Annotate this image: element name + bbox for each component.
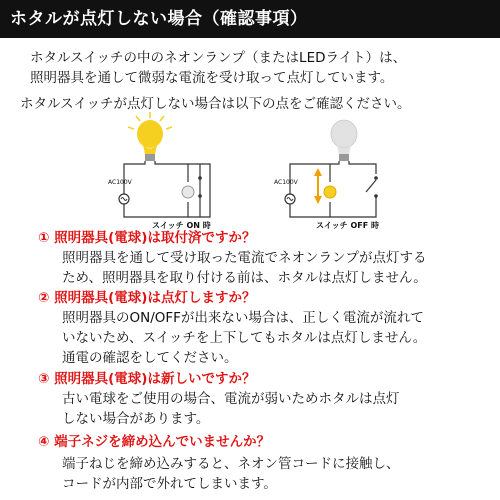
check-item-body xyxy=(62,389,482,429)
neon-lamp-icon xyxy=(182,186,194,198)
switch-on-diagram xyxy=(100,112,280,230)
voltage-label: AC100V xyxy=(108,179,132,186)
check-item-heading: ④ 端子ネジを締め込んでいませんか？ xyxy=(38,434,271,450)
check-item-heading: ① 照明器具(電球)は取付済ですか？ xyxy=(38,230,256,246)
check-item-heading: ③ 照明器具(電球)は新しいですか？ xyxy=(38,371,256,387)
voltage-label: AC100V xyxy=(274,179,298,186)
body-line: いないため、スイッチを上下してもホタルは点灯しません。 xyxy=(62,330,427,346)
intro-line: 照明器具を通して微弱な電流を受け取って点灯しています。 xyxy=(30,70,394,86)
light-bulb-on-icon xyxy=(137,120,163,161)
diagram-caption: スイッチ OFF 時 xyxy=(316,221,379,230)
switch-off-diagram xyxy=(270,112,450,230)
neon-lamp-lit-icon xyxy=(324,186,336,198)
switch-off-circuit xyxy=(270,112,450,230)
intro-paragraph xyxy=(30,48,480,88)
body-line: 端子ねじを締め込みすると、ネオン管コードに接触し、 xyxy=(62,456,400,472)
check-item-heading: ② 照明器具(電球)は点灯しますか？ xyxy=(38,290,256,306)
body-line: 通電の確認をしてください。 xyxy=(62,350,238,366)
light-bulb-off-icon xyxy=(331,120,357,161)
circuit-wires xyxy=(124,161,210,217)
body-line: 照明器具を通して受け取った電流でネオンランプが点灯する xyxy=(62,250,427,266)
body-line: 照明器具のON/OFFが出来ない場合は、正しく電流が流れて xyxy=(62,310,424,326)
current-flow-arrow xyxy=(314,168,322,204)
check-item-body xyxy=(62,454,482,494)
intro-line: ホタルスイッチの中のネオンランプ（またはLEDライト）は、 xyxy=(30,50,407,66)
diagram-caption: スイッチ ON 時 xyxy=(152,221,211,230)
check-item-body xyxy=(62,248,482,288)
body-line: コードが内部で外れてしまいます。 xyxy=(62,476,277,492)
page-title: ホタルが点灯しない場合（確認事項） xyxy=(0,0,500,38)
check-item-body xyxy=(62,308,482,368)
body-line: ため、照明器具を取り付ける前は、ホタルは点灯しません。 xyxy=(62,270,427,286)
switch-on-circuit xyxy=(100,112,280,230)
check-prompt: ホタルスイッチが点灯しない場合は以下の点をご確認ください。 xyxy=(20,96,411,112)
body-line: 古い電球をご使用の場合、電流が弱いためホタルは点灯 xyxy=(62,391,400,407)
body-line: しない場合があります。 xyxy=(62,411,210,427)
